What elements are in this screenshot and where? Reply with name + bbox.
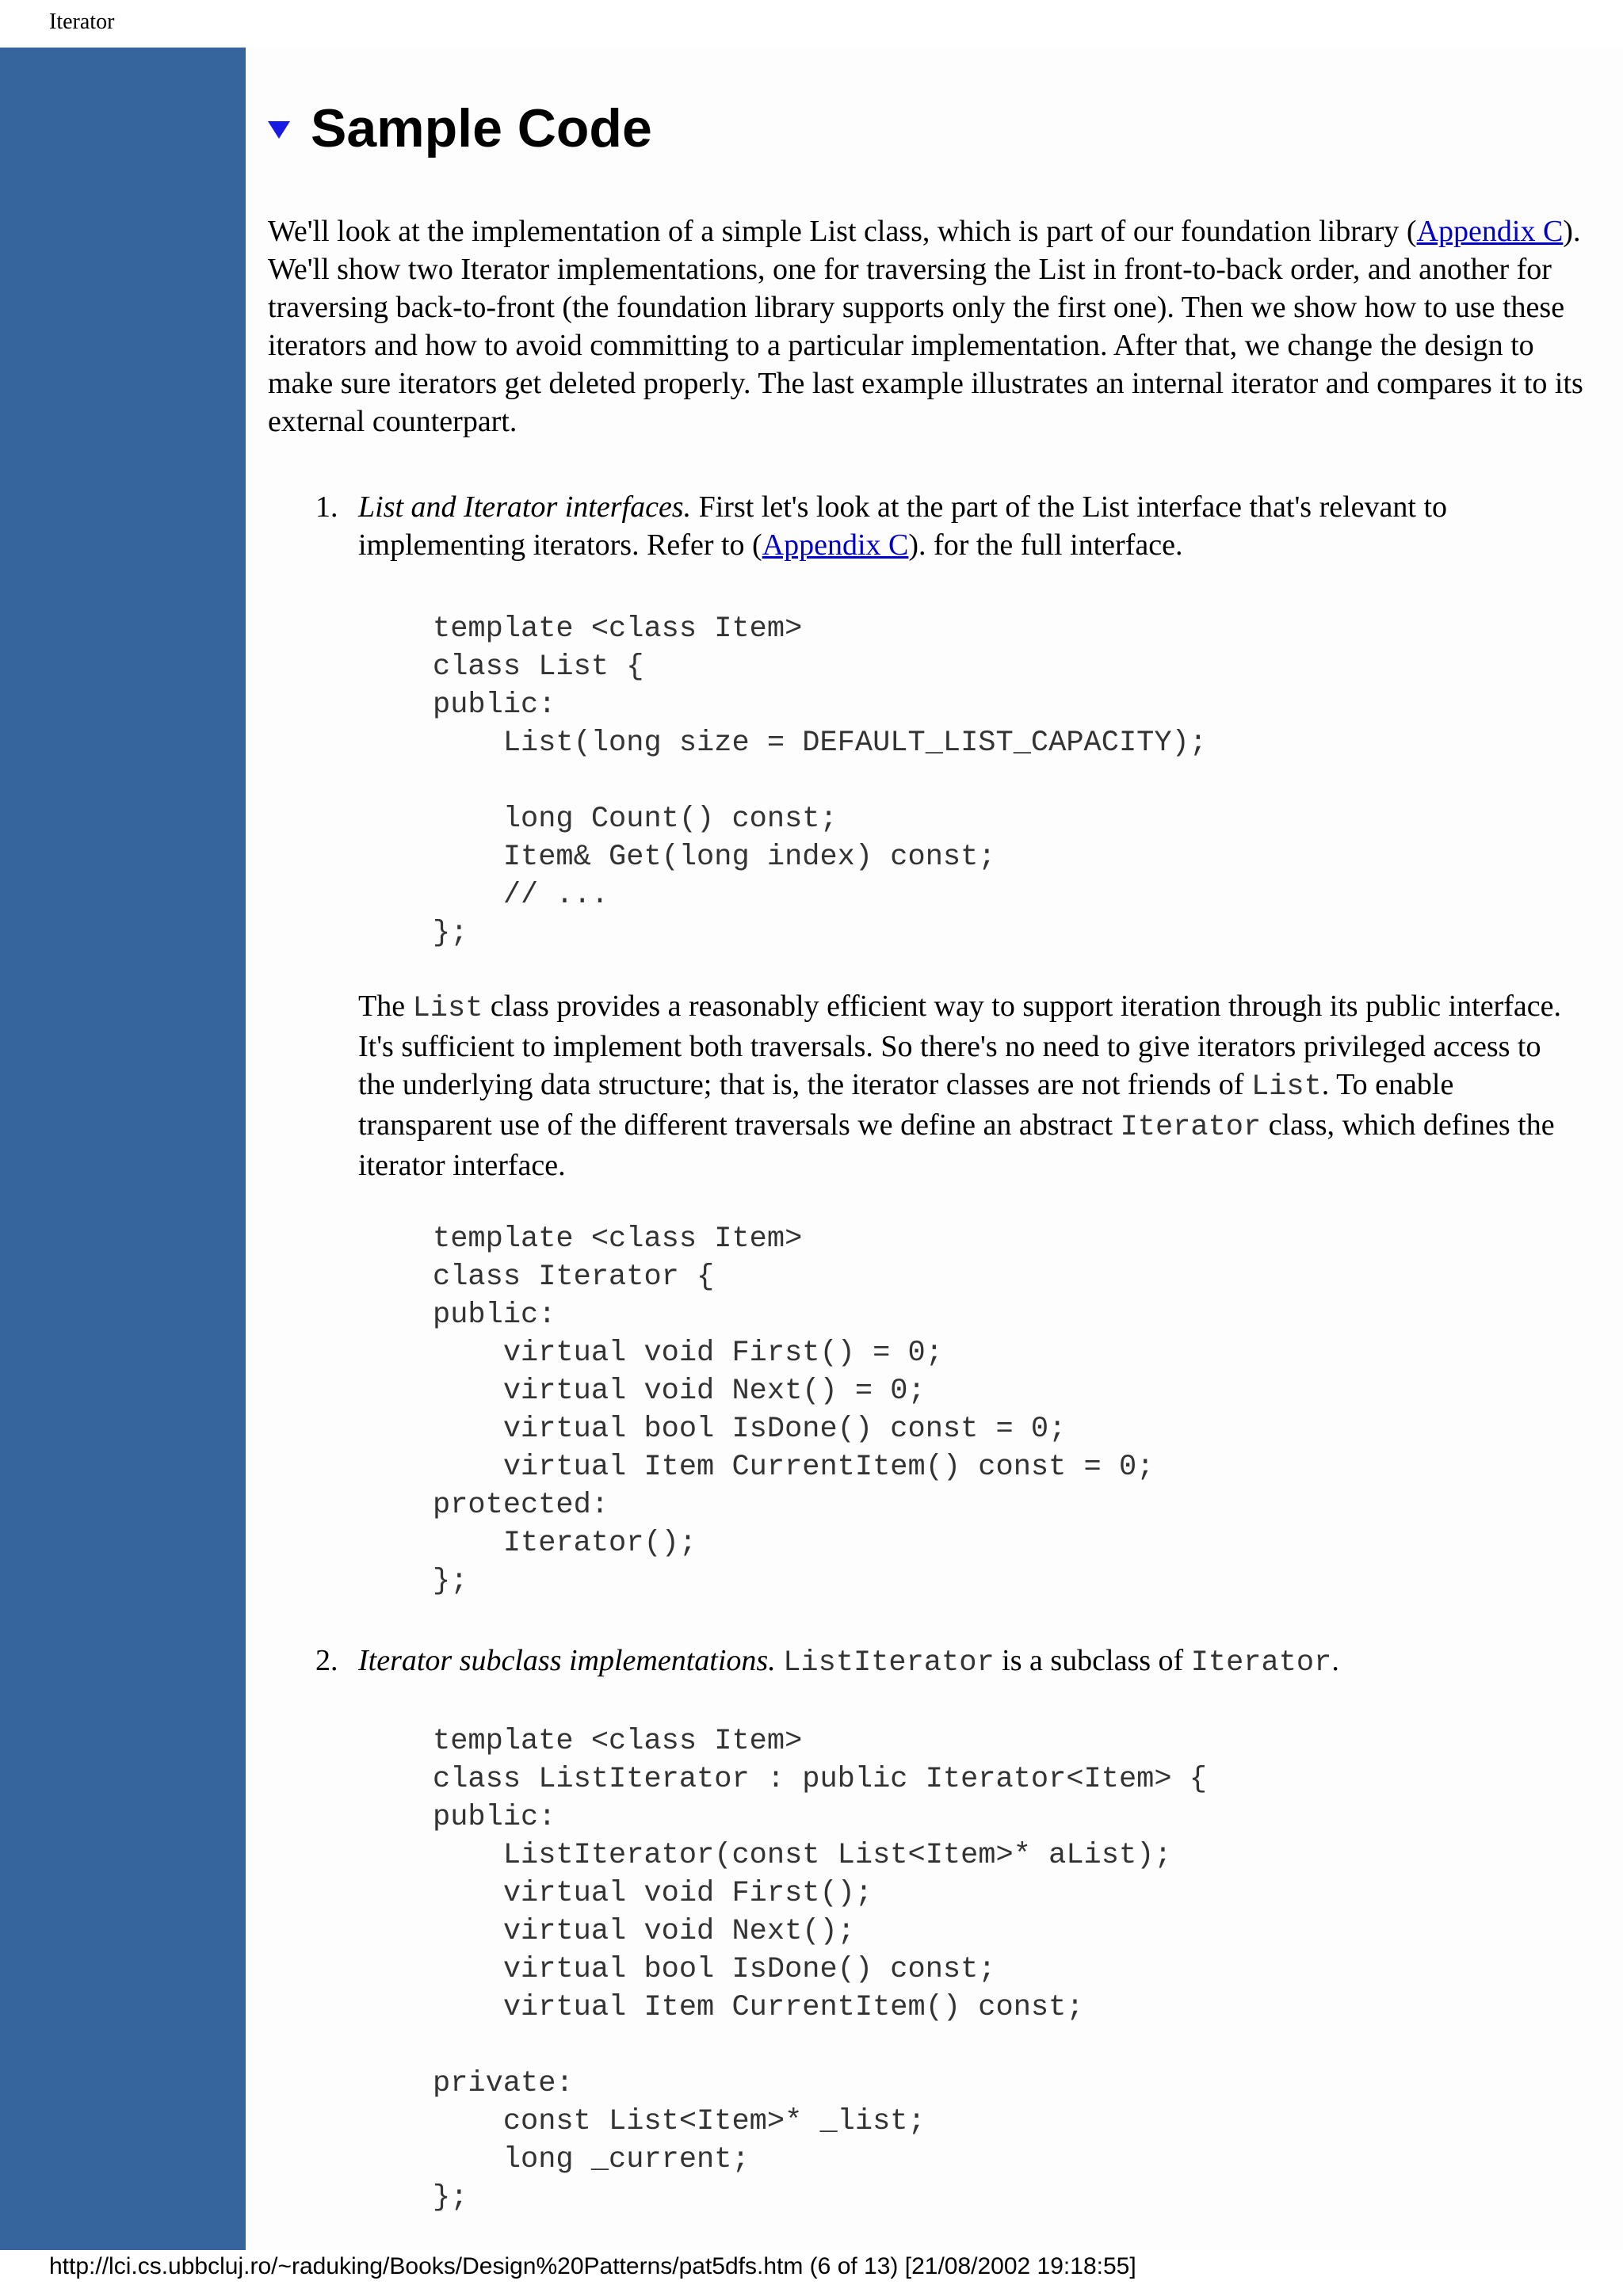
page-header-title: Iterator	[49, 10, 115, 34]
item-2-space	[776, 1644, 784, 1677]
code-block-listiterator: template <class Item> class ListIterator : public Iterator<Item> { public: ListIterator(const List<Item>* aList); virtual void First(); virtual void Next(); virtual bool IsDone() const; virtual Item CurrentItem() const; private: const List<Item>* _list; long _current; };	[433, 1725, 1207, 2214]
item-1-title: List and Iterator interfaces.	[358, 490, 692, 524]
code-inline-iterator: Iterator	[1120, 1111, 1262, 1144]
left-sidebar	[0, 48, 246, 2250]
code-inline-list-2: List	[1251, 1070, 1322, 1104]
code-inline-listiterator: ListIterator	[783, 1646, 995, 1680]
item-1-text-2: ). for the full interface.	[908, 528, 1183, 562]
item-1-text-1: First let's look at the part of the List interface that's relevant to implementing iterators. Refer to (	[358, 490, 1448, 562]
code-block-list-interface: template <class Item> class List { public: List(long size = DEFAULT_LIST_CAPACITY); long Count() const; Item& Get(long index) const; // ... };	[433, 612, 1207, 950]
intro-paragraph	[268, 212, 1583, 441]
para-text-d: class, which defines the iterator interface.	[358, 1108, 1555, 1182]
item-2-number: 2.	[315, 1644, 338, 1677]
item-2-text-end: .	[1331, 1644, 1339, 1677]
item-2-text-mid: is a subclass of	[994, 1644, 1191, 1677]
appendix-c-link-2[interactable]: Appendix C	[762, 528, 909, 562]
para-text-a: The	[358, 990, 413, 1023]
para-text-b: class provides a reasonably efficient way to support iteration through its public interface. It's sufficient to implement both traversals. So there's no need to give iterators privileged access to the underlying data structure; that is, the iterator classes are not friends of	[358, 990, 1561, 1101]
section-heading	[268, 98, 652, 158]
para-text-c: . To enable transparent use of the different traversals we define an abstract	[358, 1068, 1454, 1142]
section-title: Sample Code	[311, 98, 652, 158]
code-inline-iterator-2: Iterator	[1190, 1646, 1332, 1680]
list-class-paragraph	[358, 987, 1583, 1184]
intro-text-2: ). We'll show two Iterator implementations, one for traversing the List in front-to-back order, and another for traversing back-to-front (the foundation library supports only the first one). Then we show how to use these iterators and how to avoid committing to a particular implementation. After that, we change the design to make sure iterators get deleted properly. The last example illustrates an internal iterator and compares it to its external counterpart.	[268, 215, 1583, 438]
list-item-1	[315, 488, 1583, 564]
code-block-iterator-interface: template <class Item> class Iterator { public: virtual void First() = 0; virtual void Next() = 0; virtual bool IsDone() const = 0; virtual Item CurrentItem() const = 0; protected: Iterator(); };	[433, 1222, 1155, 1598]
appendix-c-link[interactable]: Appendix C	[1416, 215, 1564, 248]
intro-text-1: We'll look at the implementation of a simple List class, which is part of our foundation library (	[268, 215, 1417, 248]
item-2-title: Iterator subclass implementations.	[358, 1644, 776, 1677]
list-item-2	[315, 1642, 1583, 1682]
footer-url: http://lci.cs.ubbcluj.ro/~raduking/Books/Design%20Patterns/pat5dfs.htm (6 of 13) [21/08/2002 19:18:55]	[49, 2253, 1136, 2279]
collapse-triangle-icon[interactable]	[268, 121, 290, 139]
code-inline-list: List	[412, 992, 483, 1025]
item-1-number: 1.	[315, 490, 338, 524]
